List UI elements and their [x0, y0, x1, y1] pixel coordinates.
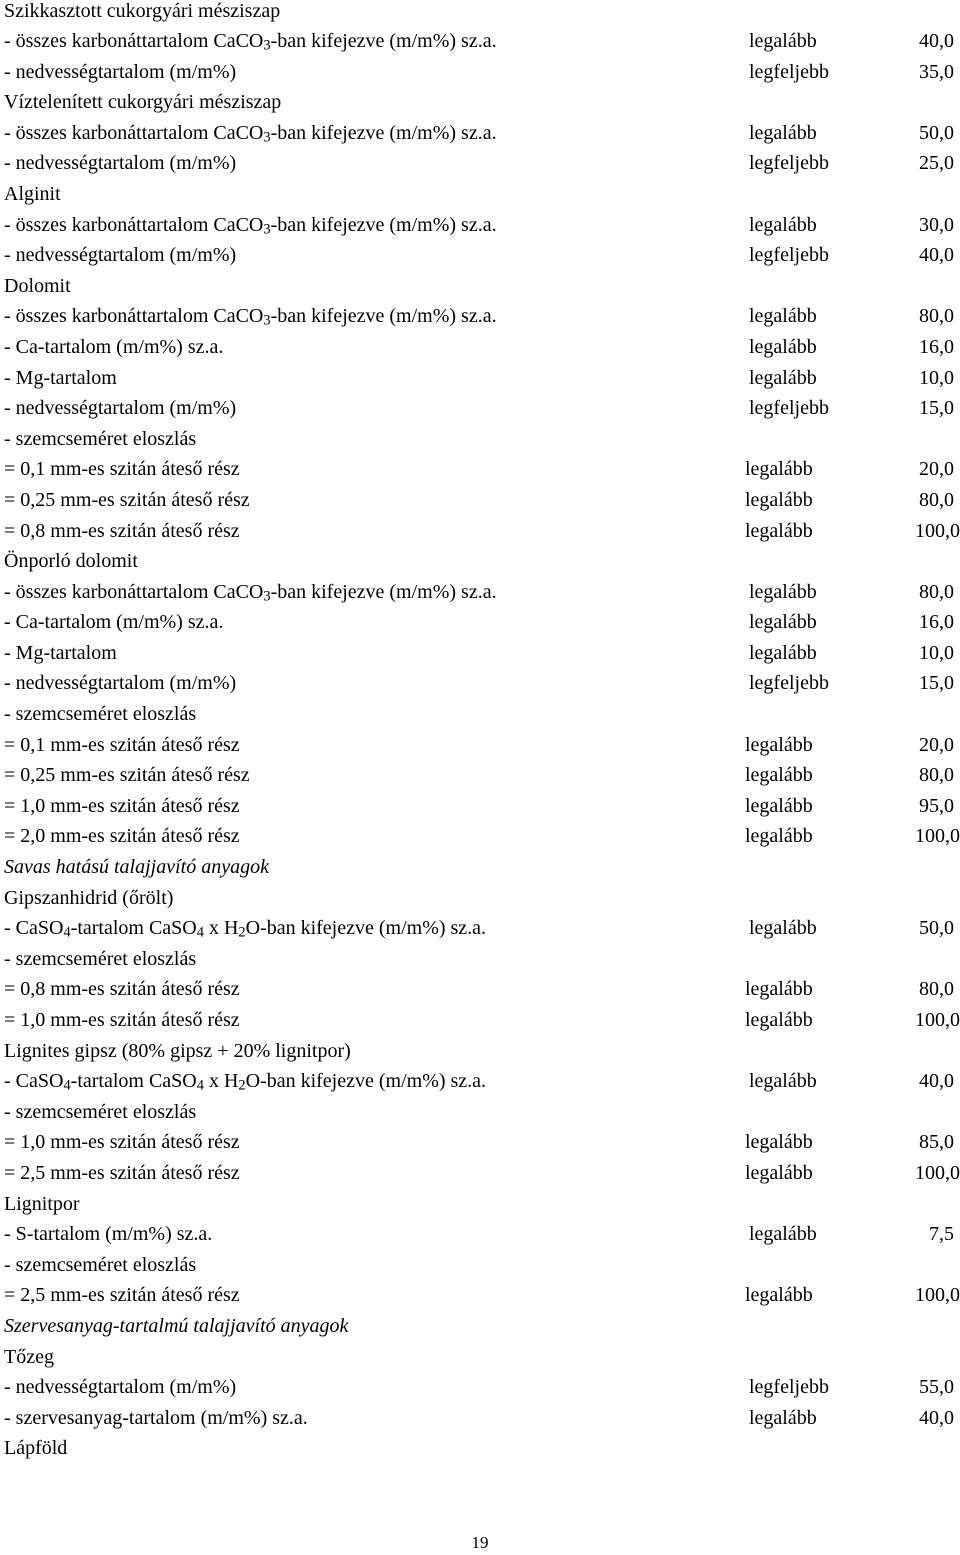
spec-label: - CaSO$_4$-tartalom CaSO$_4$ x $H_2O$-ban kifejezve (m/m%) sz.a.	[4, 917, 487, 941]
spec-label: - nedvességtartalom (m/m%)	[4, 152, 237, 175]
spec-value: 100,0	[915, 1009, 960, 1031]
spec-label: - szemcseméret eloszlás	[4, 1100, 197, 1123]
spec-row	[4, 821, 960, 852]
spec-row	[4, 57, 960, 88]
spec-value: 80,0	[919, 488, 954, 511]
spec-label: - Mg-tartalom	[4, 641, 117, 664]
spec-value: 95,0	[919, 794, 954, 817]
spec-label: Alginit	[4, 182, 61, 205]
material-heading	[4, 944, 960, 975]
spec-row	[4, 1158, 960, 1189]
spec-value: 100,0	[915, 825, 960, 848]
spec-row	[4, 1372, 960, 1403]
spec-row	[4, 485, 960, 516]
material-heading	[4, 1342, 960, 1373]
spec-row	[4, 516, 960, 547]
spec-qualifier: legfeljebb	[749, 60, 829, 83]
spec-value: 7,5	[929, 1223, 954, 1246]
material-heading	[4, 87, 960, 118]
spec-qualifier: legfeljebb	[749, 244, 829, 267]
spec-label: - szemcseméret eloszlás	[4, 427, 197, 450]
spec-label: - összes karbonáttartalom CaCO$_3$-ban kifejezve (m/m%) sz.a.	[4, 305, 497, 329]
material-heading	[4, 1189, 960, 1220]
spec-value: 20,0	[919, 458, 954, 481]
spec-label: - Ca-tartalom (m/m%) sz.a.	[4, 335, 224, 358]
spec-row	[4, 148, 960, 179]
spec-qualifier: legalább	[745, 764, 813, 787]
material-heading	[4, 1250, 960, 1281]
spec-label: - nedvességtartalom (m/m%)	[4, 397, 237, 420]
spec-value: 50,0	[919, 917, 954, 940]
spec-label: = 0,25 mm-es szitán áteső rész	[4, 764, 250, 787]
spec-label: Lignitpor	[4, 1192, 80, 1215]
spec-value: 80,0	[919, 764, 954, 787]
spec-value: 16,0	[919, 335, 954, 358]
spec-qualifier: legfeljebb	[749, 397, 829, 420]
spec-label: Gipszanhidrid (őrölt)	[4, 886, 174, 909]
spec-label: - nedvességtartalom (m/m%)	[4, 1376, 237, 1399]
spec-label: Tőzeg	[4, 1345, 54, 1368]
spec-qualifier: legalább	[745, 458, 813, 481]
spec-row	[4, 454, 960, 485]
spec-label: - nedvességtartalom (m/m%)	[4, 244, 237, 267]
spec-qualifier: legalább	[745, 733, 813, 756]
spec-value: 40,0	[919, 1070, 954, 1093]
spec-value: 30,0	[919, 213, 954, 236]
spec-value: 16,0	[919, 611, 954, 634]
spec-row	[4, 730, 960, 761]
spec-row	[4, 363, 960, 394]
spec-row	[4, 332, 960, 363]
spec-label: = 1,0 mm-es szitán áteső rész	[4, 1009, 240, 1031]
spec-qualifier: legalább	[749, 335, 817, 358]
spec-value: 40,0	[919, 1406, 954, 1429]
spec-row	[4, 1280, 960, 1311]
spec-row	[4, 210, 960, 241]
document-body	[4, 0, 960, 1464]
spec-value: 80,0	[919, 978, 954, 1001]
spec-label: - nedvességtartalom (m/m%)	[4, 672, 237, 695]
spec-row	[4, 760, 960, 791]
spec-row	[4, 118, 960, 149]
material-heading	[4, 1433, 960, 1464]
spec-value: 10,0	[919, 366, 954, 389]
spec-value: 40,0	[919, 244, 954, 267]
spec-label: Szikkasztott cukorgyári mésziszap	[4, 0, 281, 22]
spec-value: 20,0	[919, 733, 954, 756]
spec-label: - nedvességtartalom (m/m%)	[4, 60, 237, 83]
spec-row	[4, 638, 960, 669]
spec-qualifier: legalább	[749, 305, 817, 328]
material-heading	[4, 424, 960, 455]
spec-qualifier: legalább	[749, 30, 817, 52]
material-heading	[4, 883, 960, 914]
spec-value: 85,0	[919, 1131, 954, 1154]
spec-label: Lápföld	[4, 1437, 68, 1460]
spec-qualifier: legalább	[749, 1223, 817, 1246]
spec-label: - S-tartalom (m/m%) sz.a.	[4, 1223, 213, 1246]
spec-value: 50,0	[919, 121, 954, 144]
spec-row	[4, 1127, 960, 1158]
material-heading	[4, 1036, 960, 1067]
spec-label: = 0,1 mm-es szitán áteső rész	[4, 458, 240, 481]
spec-row	[4, 1005, 960, 1036]
spec-row	[4, 1066, 960, 1097]
spec-qualifier: legalább	[745, 488, 813, 511]
spec-row	[4, 393, 960, 424]
spec-label: = 0,8 mm-es szitán áteső rész	[4, 978, 240, 1001]
spec-qualifier: legalább	[749, 580, 817, 603]
spec-label: Savas hatású talajjavító anyagok	[4, 856, 269, 879]
spec-value: 80,0	[919, 580, 954, 603]
spec-label: - szervesanyag-tartalom (m/m%) sz.a.	[4, 1406, 308, 1429]
spec-label: - összes karbonáttartalom CaCO$_3$-ban kifejezve (m/m%) sz.a.	[4, 30, 497, 54]
spec-qualifier: legfeljebb	[749, 1376, 829, 1399]
spec-label: - CaSO$_4$-tartalom CaSO$_4$ x $H_2O$-ban kifejezve (m/m%) sz.a.	[4, 1070, 487, 1094]
spec-label: = 2,5 mm-es szitán áteső rész	[4, 1284, 240, 1307]
spec-label: - Ca-tartalom (m/m%) sz.a.	[4, 611, 224, 634]
spec-qualifier: legalább	[749, 213, 817, 236]
spec-qualifier: legalább	[749, 1070, 817, 1093]
spec-qualifier: legalább	[745, 825, 813, 848]
spec-value: 15,0	[919, 397, 954, 420]
spec-label: - összes karbonáttartalom CaCO$_3$-ban kifejezve (m/m%) sz.a.	[4, 213, 497, 238]
material-heading	[4, 0, 960, 26]
spec-row	[4, 240, 960, 271]
spec-label: - Mg-tartalom	[4, 366, 117, 389]
spec-value: 100,0	[915, 519, 960, 542]
spec-label: = 1,0 mm-es szitán áteső rész	[4, 1131, 240, 1154]
spec-label: Önporló dolomit	[4, 550, 138, 573]
spec-value: 40,0	[919, 30, 954, 52]
material-heading	[4, 546, 960, 577]
spec-value: 80,0	[919, 305, 954, 328]
spec-qualifier: legalább	[749, 121, 817, 144]
spec-qualifier: legalább	[745, 519, 813, 542]
material-heading	[4, 699, 960, 730]
spec-qualifier: legalább	[749, 611, 817, 634]
spec-row	[4, 668, 960, 699]
spec-qualifier: legalább	[745, 1284, 813, 1307]
spec-qualifier: legalább	[745, 1131, 813, 1154]
spec-qualifier: legalább	[749, 917, 817, 940]
spec-qualifier: legalább	[749, 641, 817, 664]
spec-row	[4, 1403, 960, 1434]
spec-value: 15,0	[919, 672, 954, 695]
spec-row	[4, 301, 960, 332]
spec-label: - szemcseméret eloszlás	[4, 703, 197, 726]
spec-value: 25,0	[919, 152, 954, 175]
spec-qualifier: legalább	[745, 1009, 813, 1031]
spec-label: Dolomit	[4, 274, 71, 297]
spec-row	[4, 913, 960, 944]
spec-label: Víztelenített cukorgyári mésziszap	[4, 91, 282, 114]
spec-qualifier: legfeljebb	[749, 672, 829, 695]
spec-label: = 0,8 mm-es szitán áteső rész	[4, 519, 240, 542]
spec-row	[4, 577, 960, 608]
spec-value: 35,0	[919, 60, 954, 83]
spec-row	[4, 974, 960, 1005]
material-heading	[4, 271, 960, 302]
spec-label: - összes karbonáttartalom CaCO$_3$-ban kifejezve (m/m%) sz.a.	[4, 121, 497, 146]
section-title	[4, 1311, 960, 1342]
spec-value: 10,0	[919, 641, 954, 664]
spec-value: 55,0	[919, 1376, 954, 1399]
material-heading	[4, 179, 960, 210]
spec-qualifier: legalább	[745, 794, 813, 817]
spec-qualifier: legalább	[745, 978, 813, 1001]
spec-qualifier: legalább	[749, 1406, 817, 1429]
page-number: 19	[471, 1533, 489, 1552]
spec-label: - szemcseméret eloszlás	[4, 1253, 197, 1276]
spec-label: = 0,1 mm-es szitán áteső rész	[4, 733, 240, 756]
spec-label: = 1,0 mm-es szitán áteső rész	[4, 794, 240, 817]
section-title	[4, 852, 960, 883]
spec-label: - szemcseméret eloszlás	[4, 947, 197, 970]
material-heading	[4, 1097, 960, 1128]
spec-row	[4, 607, 960, 638]
spec-value: 100,0	[915, 1161, 960, 1184]
spec-label: Lignites gipsz (80% gipsz + 20% lignitpor)	[4, 1039, 351, 1062]
spec-label: = 0,25 mm-es szitán áteső rész	[4, 488, 250, 511]
spec-qualifier: legalább	[745, 1161, 813, 1184]
spec-label: = 2,0 mm-es szitán áteső rész	[4, 825, 240, 848]
spec-label: - összes karbonáttartalom CaCO$_3$-ban kifejezve (m/m%) sz.a.	[4, 580, 497, 605]
spec-label: Szervesanyag-tartalmú talajjavító anyagok	[4, 1314, 349, 1337]
spec-value: 100,0	[915, 1284, 960, 1307]
spec-qualifier: legfeljebb	[749, 152, 829, 175]
spec-row	[4, 1219, 960, 1250]
spec-label: = 2,5 mm-es szitán áteső rész	[4, 1161, 240, 1184]
spec-row	[4, 791, 960, 822]
spec-row	[4, 26, 960, 57]
spec-qualifier: legalább	[749, 366, 817, 389]
